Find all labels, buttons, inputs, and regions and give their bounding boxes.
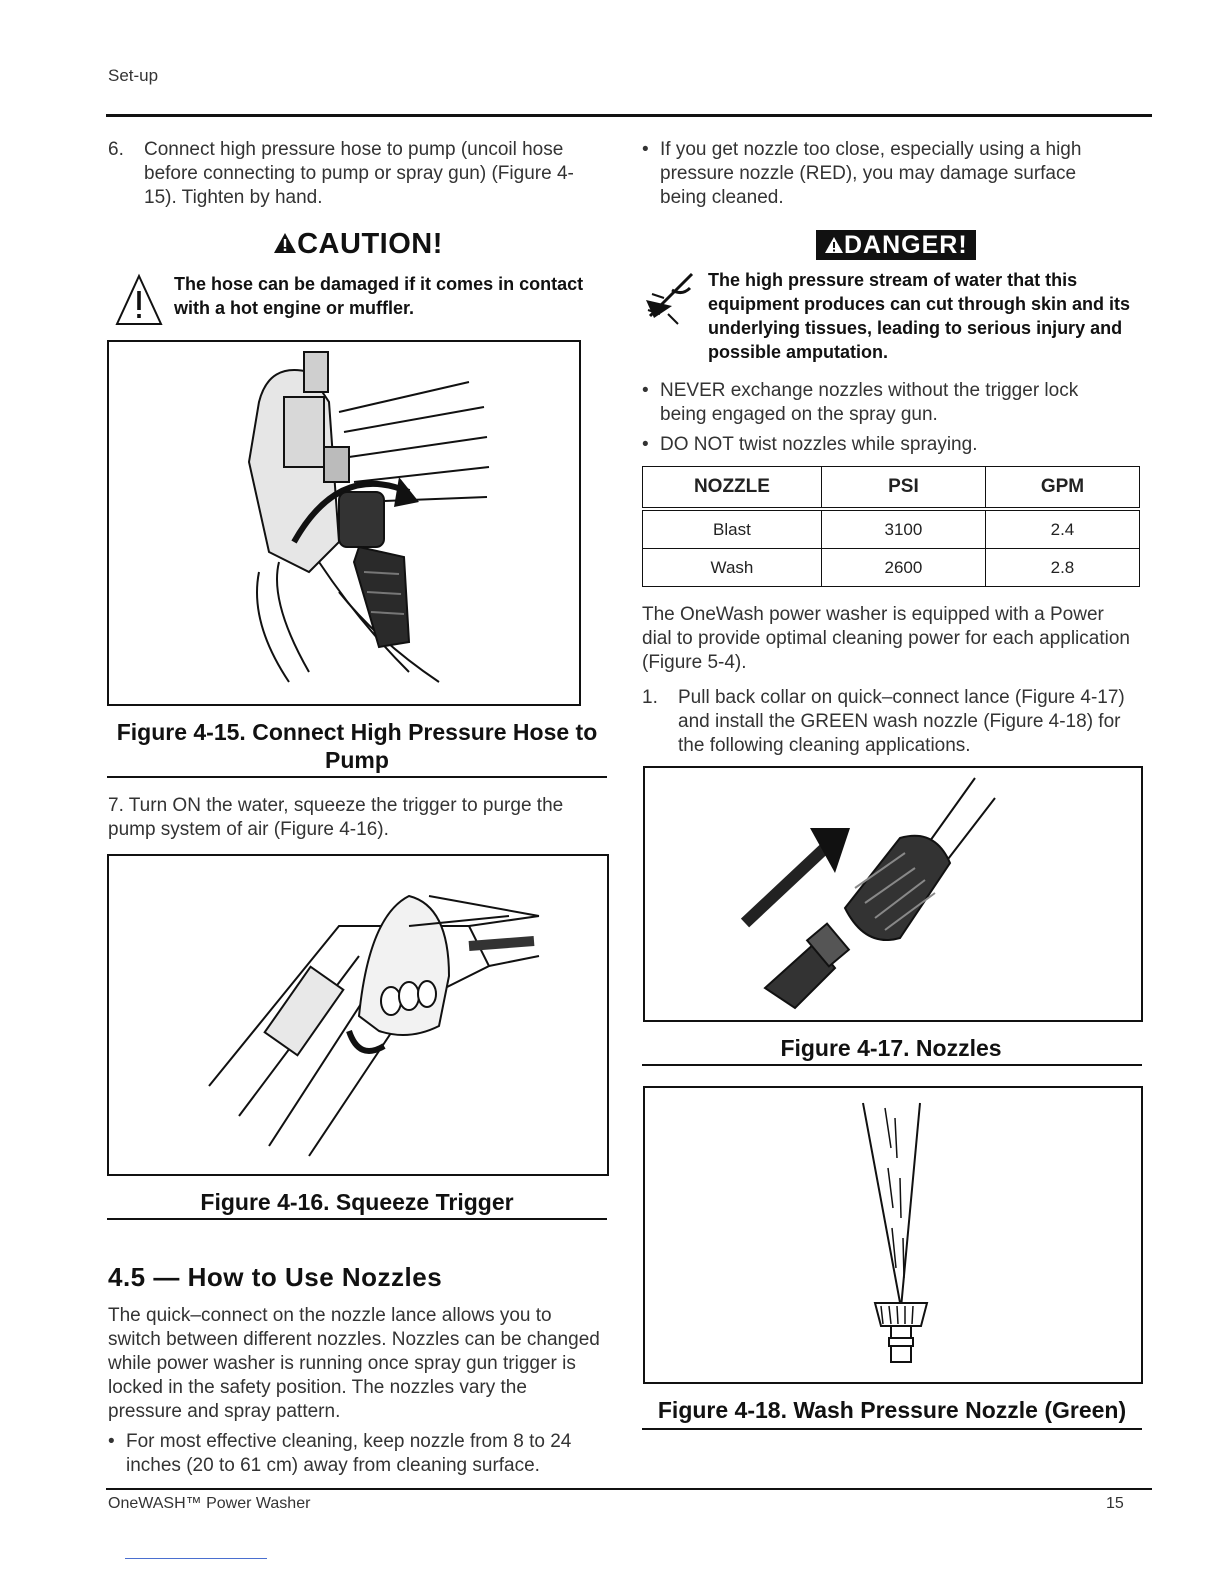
step-7-text: 7. Turn ON the water, squeeze the trigger to purge the pump system of air (Figure 4-16). [108,795,564,840]
danger-title: DANGER! [844,231,968,259]
table-cell: Blast [643,509,822,549]
table-row [643,549,1140,587]
step-1-number: 1. [642,687,658,708]
bullet-distance [108,1430,598,1478]
hose-pump-illustration [109,342,579,704]
figure-4-17-rule [642,1064,1142,1066]
caution-alert-icon [114,273,164,327]
figure-4-17-caption: Figure 4-17. Nozzles [780,1035,1002,1061]
nozzle-table [642,466,1140,587]
step-6 [108,138,588,210]
bullet-never-exchange [642,379,1112,427]
nozzles-illustration [645,768,1141,1020]
figure-4-15-rule [107,776,607,778]
header-rule [106,114,1152,117]
table-cell: 2.8 [985,549,1139,587]
figure-4-16-caption: Figure 4-16. Squeeze Trigger [200,1189,514,1215]
step-6-text: Connect high pressure hose to pump (uncoil hose before connecting to pump or spray gun) (Figure 4-15). Tighten by hand. [144,139,574,208]
spray-gun-trigger-illustration [109,856,607,1174]
danger-text: The high pressure stream of water that this equipment produces can cut through skin and its underlying tissues, leading to serious injury and possible amputation. [708,270,1131,362]
table-cell: Wash [643,549,822,587]
column-header-nozzle: NOZZLE [643,467,822,510]
bullet-nozzle-close [642,138,1112,210]
wash-nozzle-spray-illustration [645,1088,1141,1382]
high-pressure-injury-icon [642,270,700,328]
step-1 [642,686,1142,758]
figure-4-17-image [643,766,1143,1022]
table-cell: 2600 [821,549,985,587]
footer-product: OneWASH™ Power Washer [108,1495,311,1512]
table-cell: 2.4 [985,509,1139,549]
table-cell: 3100 [821,509,985,549]
warning-triangle-icon [824,236,844,254]
danger-badge [816,230,976,260]
bullet-dot: • [642,434,649,455]
bullet-distance-text: For most effective cleaning, keep nozzle from 8 to 24 inches (20 to 61 cm) away from cleaning surface. [126,1431,572,1476]
section-header: Set-up [108,66,159,85]
figure-4-15-caption: Figure 4-15. Connect High Pressure Hose to Pump [116,719,598,773]
bullet-do-not-twist-text: DO NOT twist nozzles while spraying. [660,434,978,455]
footer-page-number: 15 [1106,1495,1124,1512]
decorative-blue-line [125,1558,267,1559]
figure-4-18-caption: Figure 4-18. Wash Pressure Nozzle (Green) [657,1397,1127,1423]
table-header-row [643,467,1140,510]
caution-text: The hose can be damaged if it comes in contact with a hot engine or muffler. [174,274,584,318]
figure-4-18-rule [642,1428,1142,1430]
footer-rule [106,1488,1152,1490]
figure-4-18-image [643,1086,1143,1384]
caution-title: CAUTION! [297,228,443,260]
section-heading-4-5: 4.5 — How to Use Nozzles [108,1262,443,1292]
section-paragraph: The quick–connect on the nozzle lance allows you to switch between different nozzles. Nozzles can be changed while power washer is running once spray gun trigger is locked in the safety position. The nozzles vary the pressure and spray pattern. [108,1305,600,1422]
warning-triangle-icon [273,232,297,254]
table-row [643,509,1140,549]
power-dial-paragraph: The OneWash power washer is equipped with a Power dial to provide optimal cleaning power for each application (Figure 5-4). [642,604,1130,673]
bullet-nozzle-close-text: If you get nozzle too close, especially using a high pressure nozzle (RED), you may damage surface being cleaned. [660,139,1082,208]
bullet-dot: • [642,139,649,160]
figure-4-16-image [107,854,609,1176]
bullet-dot: • [642,380,649,401]
column-header-gpm: GPM [985,467,1139,510]
column-header-psi: PSI [821,467,985,510]
step-1-text: Pull back collar on quick–connect lance (Figure 4-17) and install the GREEN wash nozzle (Figure 4-18) for the following cleaning applications. [678,687,1125,756]
bullet-dot: • [108,1431,115,1452]
bullet-never-exchange-text: NEVER exchange nozzles without the trigger lock being engaged on the spray gun. [660,380,1079,425]
bullet-do-not-twist [642,433,1112,457]
figure-4-15-image [107,340,581,706]
figure-4-16-rule [107,1218,607,1220]
step-6-number: 6. [108,139,124,160]
caution-heading [108,228,608,261]
